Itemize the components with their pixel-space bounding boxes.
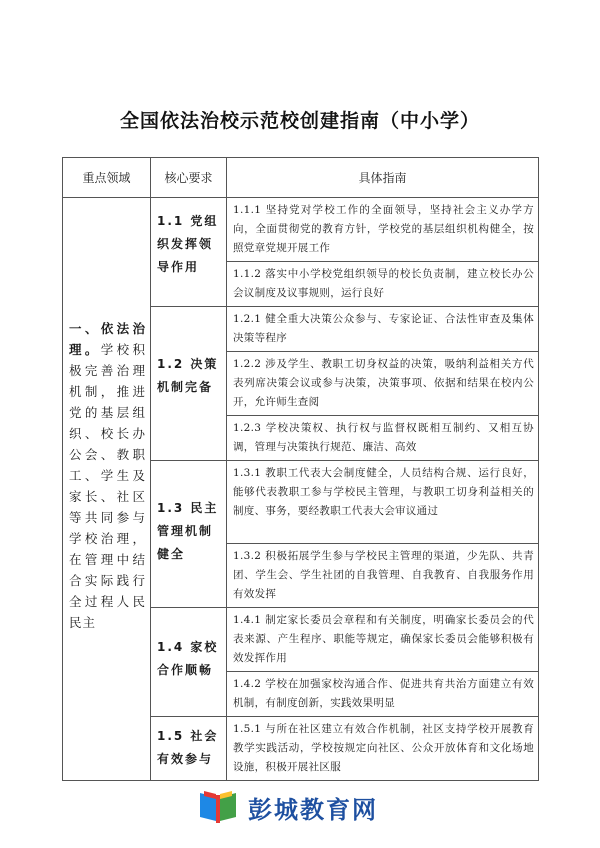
core-cell: 1.4 家校合作顺畅 (151, 608, 227, 717)
header-area: 重点领域 (63, 158, 151, 198)
guide-cell: 1.4.2 学校在加强家校沟通合作、促进共育共治方面建立有效机制，有制度创新，实践效果明显 (227, 672, 539, 717)
core-cell: 1.1 党组织发挥领导作用 (151, 198, 227, 307)
guide-cell: 1.1.1 坚持党对学校工作的全面领导，坚持社会主义办学方向，全面贯彻党的教育方针，学校党的基层组织机构健全，按照党章党规开展工作 (227, 198, 539, 262)
guide-cell: 1.2.1 健全重大决策公众参与、专家论证、合法性审查及集体决策等程序 (227, 307, 539, 352)
guide-cell: 1.3.1 教职工代表大会制度健全，人员结构合规、运行良好，能够代表教职工参与学校民主管理，与教职工切身利益相关的制度、事务，要经教职工代表大会审议通过 (227, 461, 539, 544)
page-title: 全国依法治校示范校创建指南（中小学） (119, 110, 480, 132)
book-icon (196, 787, 240, 827)
table-header-row (63, 158, 539, 198)
guide-cell: 1.4.1 制定家长委员会章程和有关制度，明确家长委员会的代表来源、产生程序、职能等规定，确保家长委员会能够积极有效发挥作用 (227, 608, 539, 672)
guide-cell: 1.2.3 学校决策权、执行权与监督权既相互制约、又相互协调，管理与决策执行规范、廉洁、高效 (227, 416, 539, 461)
area-body: 学校积极完善治理机制，推进党的基层组织、校长办公会、教职工、学生及家长、社区等共同参与学校治理，在管理中结合实际践行全过程人民民主 (69, 342, 146, 630)
guide-cell: 1.2.2 涉及学生、教职工切身权益的决策，吸纳利益相关方代表列席决策会议或参与决策，决策事项、依据和结果在校内公开，允许师生查阅 (227, 352, 539, 416)
guide-cell: 1.3.2 积极拓展学生参与学校民主管理的渠道，少先队、共青团、学生会、学生社团的自我管理、自我教育、自我服务作用有效发挥 (227, 544, 539, 608)
guide-table (62, 157, 539, 781)
header-guide: 具体指南 (227, 158, 539, 198)
guide-cell: 1.1.2 落实中小学校党组织领导的校长负责制，建立校长办公会议制度及议事规则，运行良好 (227, 262, 539, 307)
core-cell: 1.5 社会有效参与 (151, 717, 227, 781)
table-row (63, 198, 539, 262)
guide-cell: 1.5.1 与所在社区建立有效合作机制，社区支持学校开展教育教学实践活动，学校按规定向社区、公众开放体育和文化场地设施，积极开展社区服 (227, 717, 539, 781)
logo-text: 彭城教育网 (248, 795, 378, 824)
area-cell (63, 198, 151, 781)
area-heading: 一、依法治理。 (69, 321, 146, 357)
site-logo (196, 786, 416, 828)
core-cell: 1.3 民主管理机制健全 (151, 461, 227, 608)
core-cell: 1.2 决策机制完备 (151, 307, 227, 461)
header-core: 核心要求 (151, 158, 227, 198)
